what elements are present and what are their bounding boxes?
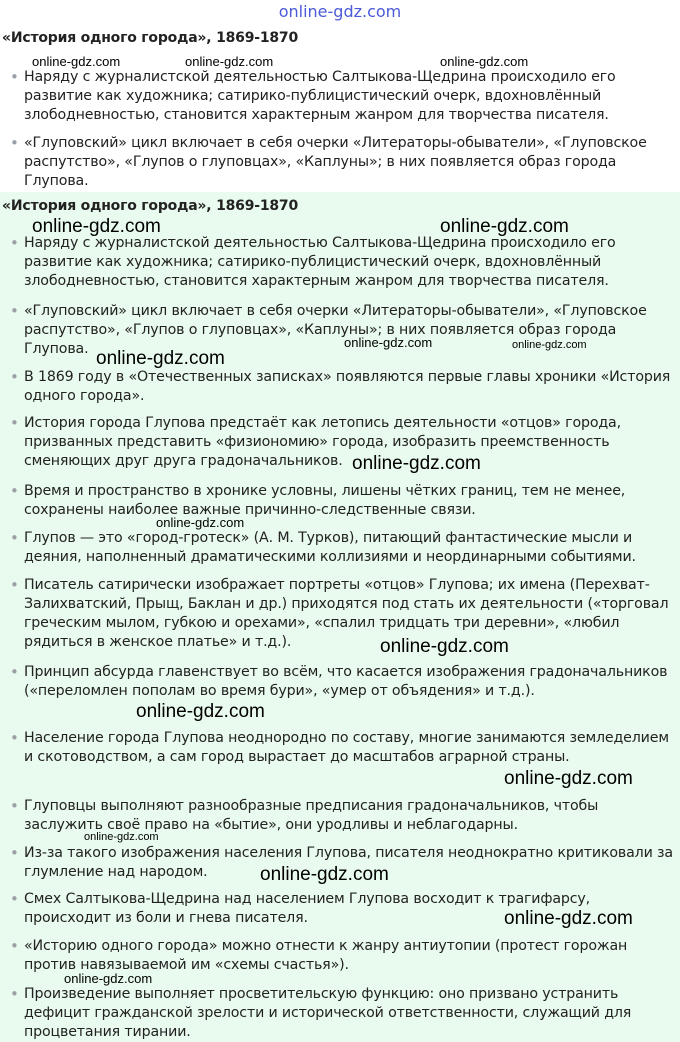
site-header [0,0,680,24]
watermark: online-gdz.com [32,54,121,69]
section-2-item-2-text: «Глуповский» цикл включает в себя очерки «Литераторы-обыватели», «Глуповское распутство», «Глупов о глуповцах», «Каплуны»; в них появляется образ города Глупова. [24,303,647,357]
watermark: online-gdz.com [440,216,569,237]
bullet-icon: • [10,797,19,815]
section-2-item-4-text: История города Глупова предстаёт как летопись деятельности «отцов» города, призванных представить «физиономию» города, изобразить преемственность сменяющих друг друга градоначальников. [24,415,621,469]
watermark: online-gdz.com [504,908,633,929]
section-1-heading: «История одного города», 1869-1870 [2,30,299,46]
watermark: online-gdz.com [64,971,153,986]
watermark: online-gdz.com [260,864,389,885]
watermark: online-gdz.com [512,339,587,351]
watermark: online-gdz.com [380,636,509,657]
section-2-item-5-text: Время и пространство в хронике условны, лишены чётких границ, тем не менее, сохранены наиболее важные причинно-следственные связи. [24,483,626,518]
bullet-icon: • [10,937,19,955]
section-2-item-13-text: «Историю одного города» можно отнести к жанру антиутопии (протест горожан против навязываемой им «схемы счастья»). [24,938,628,973]
watermark: online-gdz.com [344,335,433,350]
watermark: online-gdz.com [185,54,274,69]
section-2-item-6-text: Глупов — это «город-гротеск» (А. М. Турков), питающий фантастические мысли и деяния, наполненный драматическими коллизиями и неординарными событиями. [24,530,636,565]
section-2-item-10-text: Глуповцы выполняют разнообразные предписания градоначальников, чтобы заслужить своё право на «бытие», они уродливы и неблагодарны. [24,798,599,833]
section-1-item-1-text: Наряду с журналистской деятельностью Салтыкова-Щедрина происходило его развитие как художника; сатирико-публицистический очерк, вдохновлённый злободневностью, становится характерным жанром для творчества писателя. [24,69,616,123]
section-2-item-14-text: Произведение выполняет просветительскую функцию: оно призвано устранить дефицит гражданской зрелости и исторической ответственности, служащий для процветания тирании. [24,986,632,1040]
watermark: online-gdz.com [84,831,159,843]
bullet-icon: • [10,529,19,547]
section-2-heading: «История одного города», 1869-1870 [2,198,299,214]
bullet-icon: • [10,844,19,862]
bullet-icon: • [10,663,19,681]
bullet-icon: • [10,890,19,908]
bullet-icon: • [10,302,19,320]
section-2-item-1-text: Наряду с журналистской деятельностью Салтыкова-Щедрина происходило его развитие как художника; сатирико-публицистический очерк, вдохновлённый злободневностью, становится характерным жанром для творчества писателя. [24,235,616,289]
section-1 [0,24,680,192]
bullet-icon: • [10,985,19,1003]
section-2-item-9-text: Население города Глупова неоднородно по составу, многие занимаются земледелием и скотоводством, а сам город вырастает до масштабов аграрной страны. [24,730,669,765]
bullet-icon: • [10,68,19,86]
watermark: online-gdz.com [136,701,265,722]
section-2-item-12-text: Смех Салтыкова-Щедрина над населением Глупова восходит к трагифарсу, происходит из боли и гнева писателя. [24,891,591,926]
section-1-item-2-text: «Глуповский» цикл включает в себя очерки «Литераторы-обыватели», «Глуповское распутство», «Глупов о глуповцах», «Каплуны»; в них появляется образ города Глупова. [24,135,647,189]
watermark: online-gdz.com [352,453,481,474]
bullet-icon: • [10,729,19,747]
bullet-icon: • [10,134,19,152]
bullet-icon: • [10,414,19,432]
bullet-icon: • [10,576,19,594]
section-2-item-7-text: Писатель сатирически изображает портреты «отцов» Глупова; их имена (Перехват-Залихватский, Прыщ, Баклан и др.) приходятся под стать их деятельности («торговал греческим мылом, губкою и орехами», «спалил тридцать три деревни», «любил рядиться в женское платье» и т.д.). [24,577,669,650]
site-header-link[interactable]: online-gdz.com [278,2,402,21]
bullet-icon: • [10,234,19,252]
section-2-item-11-text: Из-за такого изображения населения Глупова, писателя неоднократно критиковали за глумление над народом. [24,845,673,880]
section-2-item-3-text: В 1869 году в «Отечественных записках» появляются первые главы хроники «История одного города». [24,369,671,404]
bullet-icon: • [10,368,19,386]
watermark: online-gdz.com [32,216,161,237]
section-2-item-8-text: Принцип абсурда главенствует во всём, что касается изображения градоначальников («переломлен пополам во время бури», «умер от объядения» и т.д.). [24,664,668,699]
watermark: online-gdz.com [96,348,225,369]
watermark: online-gdz.com [440,54,529,69]
bullet-icon: • [10,482,19,500]
watermark: online-gdz.com [504,768,633,789]
watermark: online-gdz.com [156,515,245,530]
